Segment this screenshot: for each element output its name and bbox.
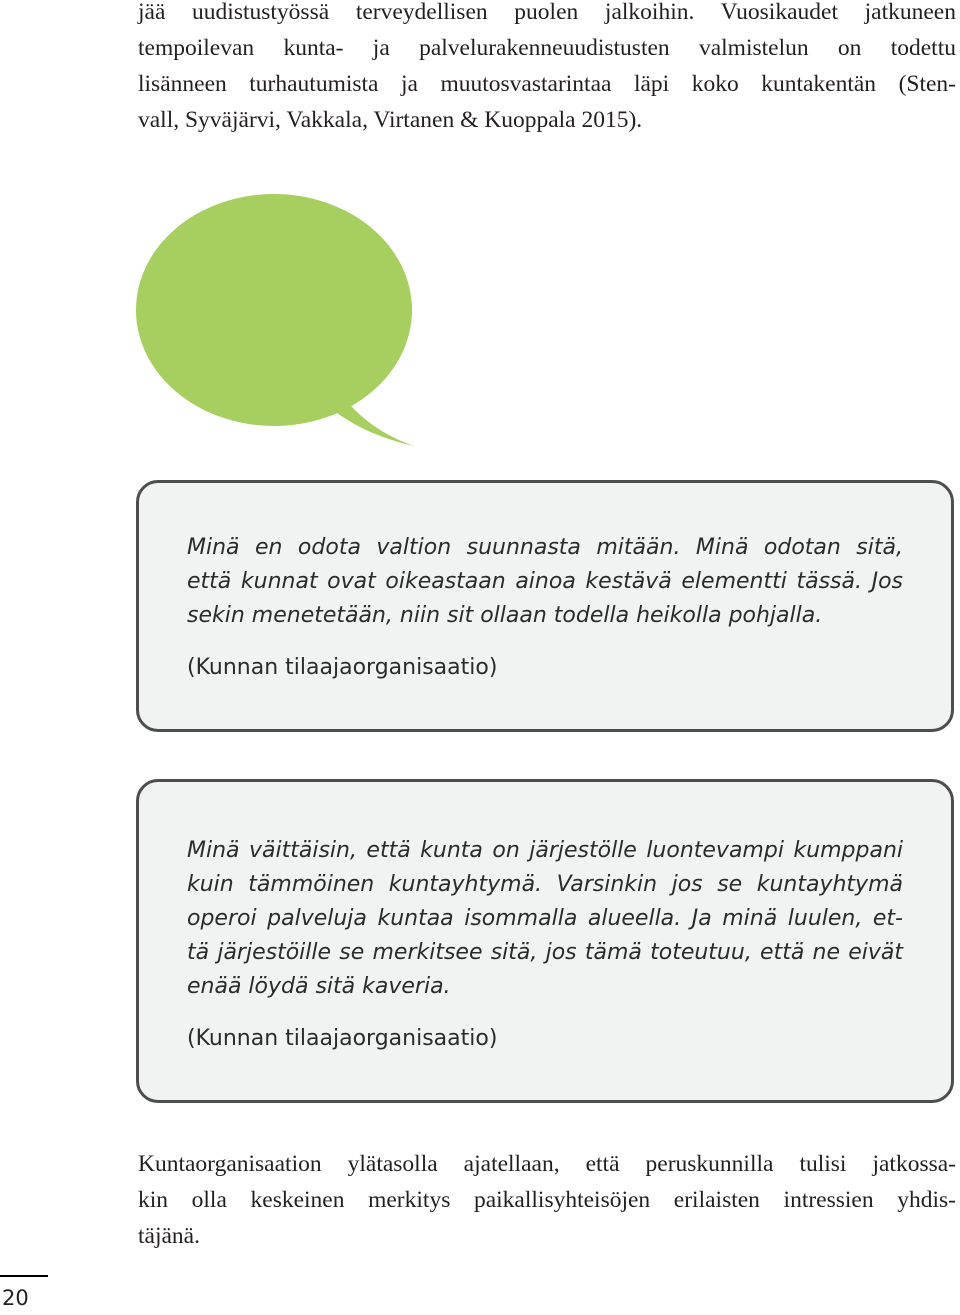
- quote-line: tä järjestöille se merkitsee sitä, jos tämä toteutuu, että ne eivät: [187, 940, 903, 965]
- speech-bubble-body: [136, 194, 412, 426]
- quote-line: sekin menetetään, niin sit ollaan todella heikolla pohjalla.: [187, 603, 823, 628]
- speech-bubble-icon: [136, 194, 418, 450]
- text-line: jää uudistustyössä terveydellisen puolen jalkoihin. Vuosikaudet jatkuneen: [138, 0, 956, 25]
- quote-source: (Kunnan tilaajaorganisaatio): [187, 1026, 498, 1051]
- text-line: lisänneen turhautumista ja muutosvastarintaa läpi koko kuntakentän (Sten-: [138, 71, 956, 97]
- quote-line: operoi palveluja kuntaa isommalla alueella. Ja minä luulen, et-: [187, 906, 903, 931]
- quote-line: että kunnat ovat oikeastaan ainoa kestävä elementti tässä. Jos: [187, 569, 903, 594]
- text-line: tempoilevan kunta- ja palvelurakenneuudistusten valmistelun on todettu: [138, 35, 956, 61]
- text-line: kin olla keskeinen merkitys paikallisyhteisöjen erilaisten intressien yhdis-: [138, 1187, 956, 1213]
- quote-line: Minä väittäisin, että kunta on järjestölle luontevampi kumppani: [187, 838, 903, 863]
- page-number-rule: [0, 1275, 48, 1277]
- quote-text: [187, 834, 903, 1004]
- quote-source: (Kunnan tilaajaorganisaatio): [187, 655, 498, 680]
- quote-line: Minä en odota valtion suunnasta mitään. Minä odotan sitä,: [187, 535, 903, 560]
- quote-box: [136, 480, 954, 732]
- quote-line: kuin tämmöinen kuntayhtymä. Varsinkin jos se kuntayhtymä: [187, 872, 903, 897]
- quote-box: [136, 779, 954, 1103]
- body-paragraph-top: [138, 0, 956, 138]
- text-line: täjänä.: [138, 1223, 200, 1249]
- text-line: Kuntaorganisaation ylätasolla ajatellaan, että peruskunnilla tulisi jatkossa-: [138, 1151, 956, 1177]
- quote-text: [187, 531, 903, 633]
- quote-line: enää löydä sitä kaveria.: [187, 974, 451, 999]
- body-paragraph-bottom: [138, 1146, 956, 1254]
- text-line: vall, Syväjärvi, Vakkala, Virtanen & Kuoppala 2015).: [138, 107, 643, 133]
- page-number: 20: [2, 1286, 29, 1310]
